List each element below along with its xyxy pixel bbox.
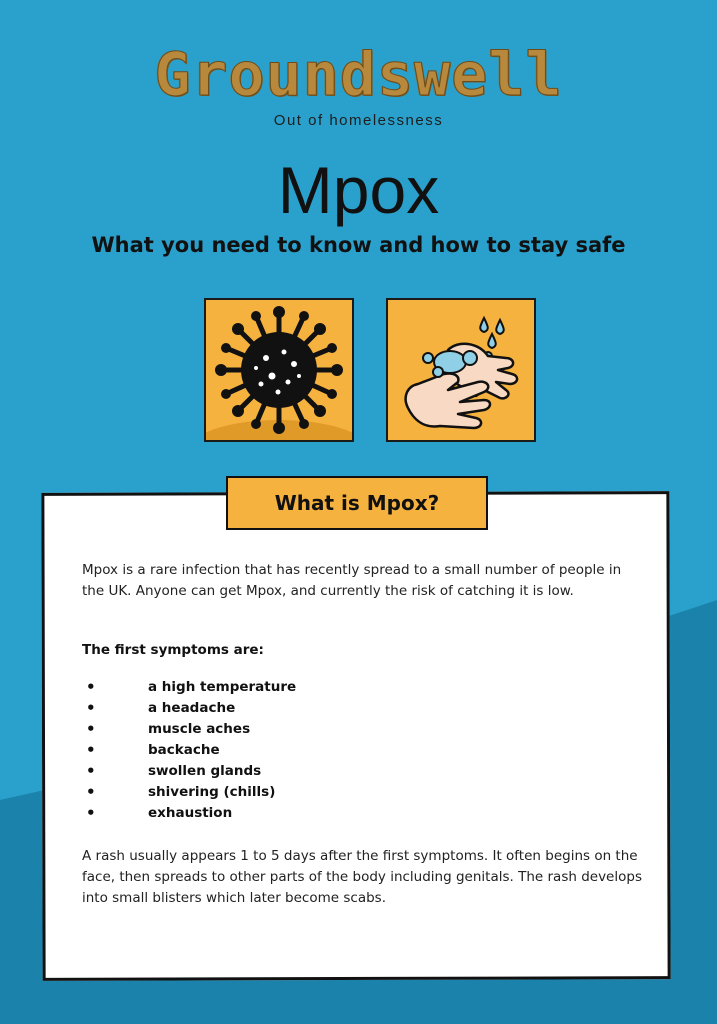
card-heading-banner — [226, 476, 488, 530]
list-item — [82, 782, 642, 803]
bullet-icon: • — [86, 699, 96, 717]
bullet-icon: • — [86, 804, 96, 822]
symptoms-heading: The first symptoms are: — [82, 642, 264, 658]
symptom-text: shivering (chills) — [148, 784, 276, 800]
list-item — [82, 740, 642, 761]
list-item — [82, 719, 642, 740]
bullet-icon: • — [86, 762, 96, 780]
virus-icon — [206, 300, 352, 440]
bullet-icon: • — [86, 741, 96, 759]
symptom-text: a headache — [148, 700, 236, 716]
hand-washing-illustration — [386, 298, 536, 442]
groundswell-logo: Groundswell — [154, 40, 563, 110]
symptom-text: backache — [148, 742, 220, 758]
card-content — [82, 560, 642, 909]
list-item — [82, 698, 642, 719]
rash-paragraph: A rash usually appears 1 to 5 days after the first symptoms. It often begins on the face, then spreads to other parts of the body including genitals. The rash develops into small blisters which later become scabs. — [82, 848, 642, 906]
list-item — [82, 761, 642, 782]
page-title: Mpox — [277, 153, 440, 227]
symptom-text: a high temperature — [148, 679, 297, 695]
symptom-text: exhaustion — [148, 805, 233, 821]
brand-logo — [0, 40, 717, 110]
list-item — [82, 803, 642, 824]
bullet-icon: • — [86, 678, 96, 696]
hand-washing-icon — [388, 300, 534, 440]
bullet-icon: • — [86, 783, 96, 801]
page-subtitle: What you need to know and how to stay safe — [91, 233, 626, 257]
symptom-text: muscle aches — [148, 721, 251, 737]
brand-tagline: Out of homelessness — [273, 112, 444, 129]
virus-illustration — [204, 298, 354, 442]
card-heading: What is Mpox? — [274, 491, 440, 515]
intro-paragraph: Mpox is a rare infection that has recently spread to a small number of people in the UK. Anyone can get Mpox, and currently the risk of catching it is low. — [82, 562, 622, 599]
list-item — [82, 677, 642, 698]
symptom-text: swollen glands — [148, 763, 262, 779]
bullet-icon: • — [86, 720, 96, 738]
symptom-list — [82, 677, 642, 824]
